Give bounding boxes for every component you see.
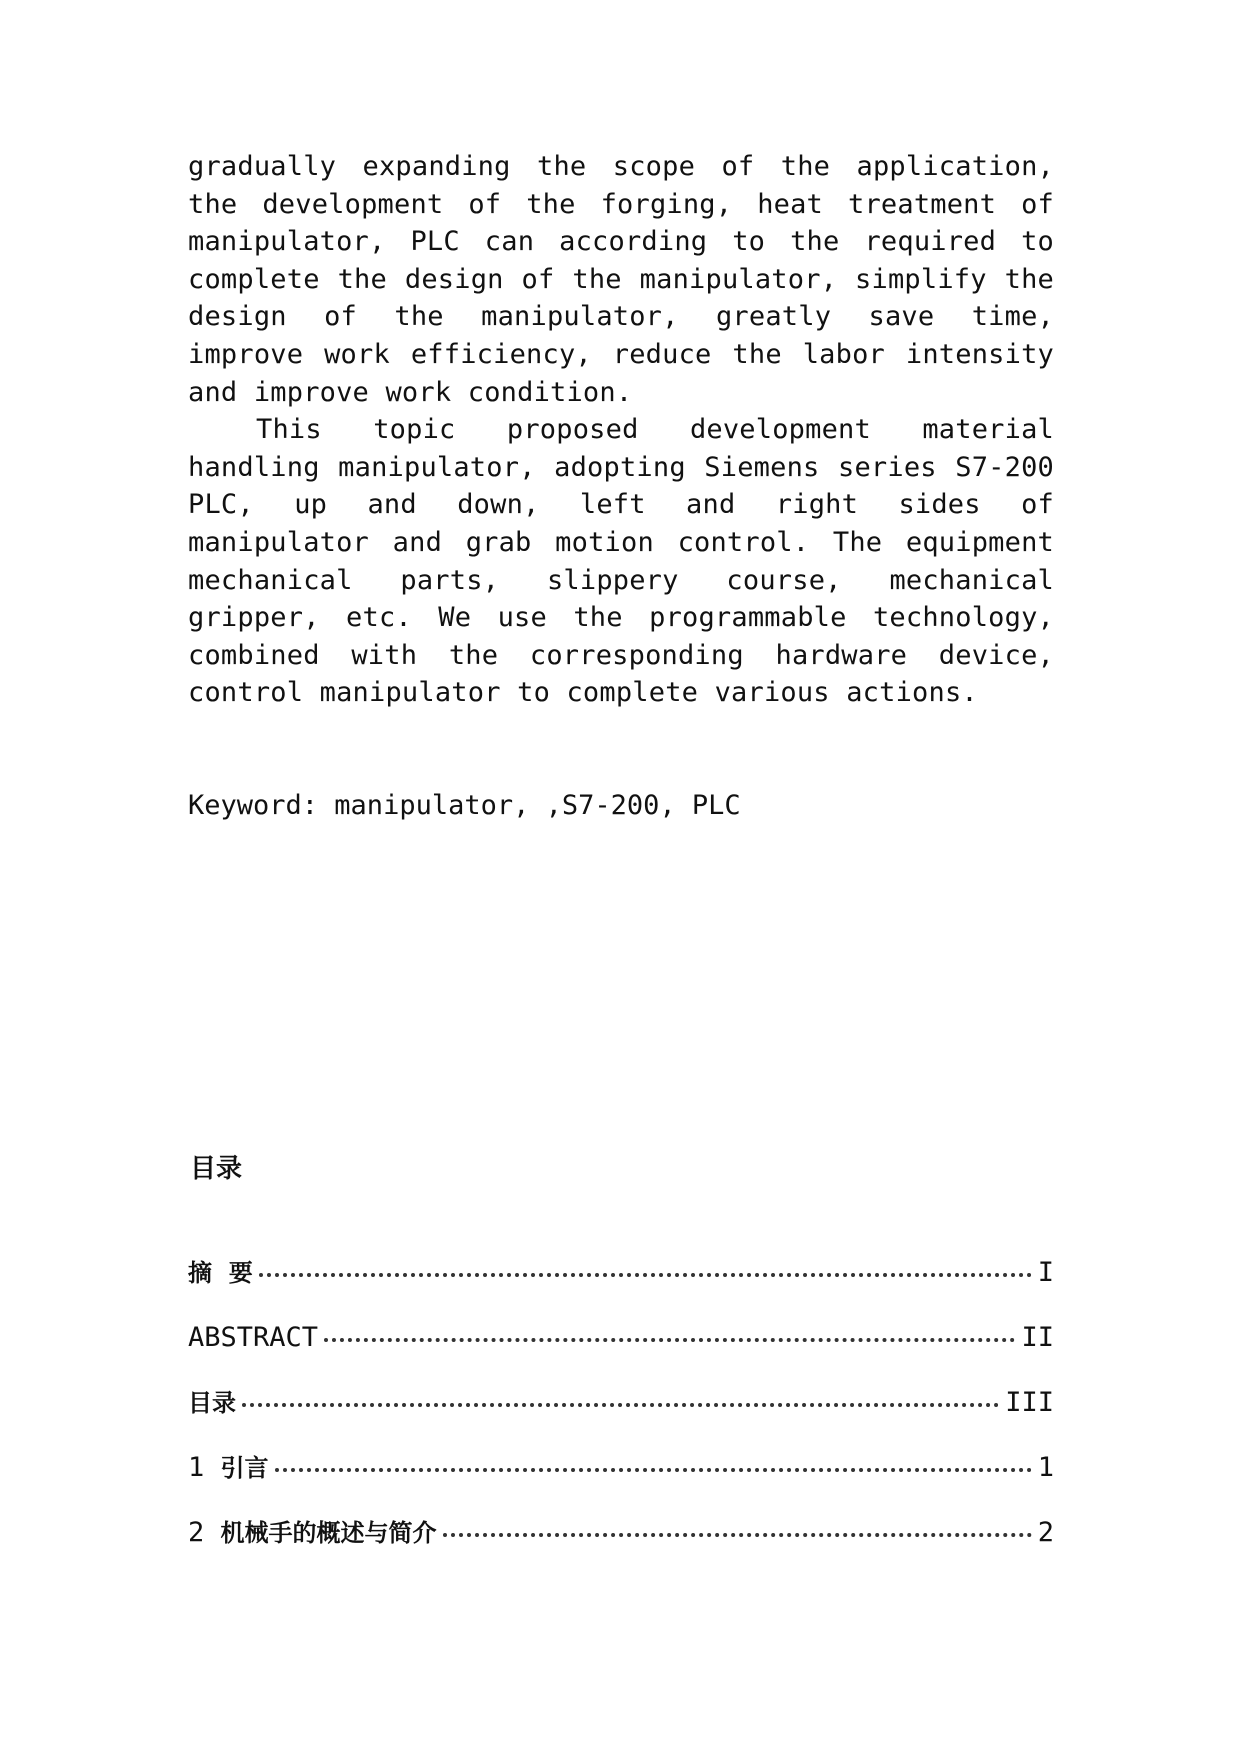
abstract-body	[188, 148, 1054, 712]
toc-entry-introduction[interactable]	[188, 1450, 1054, 1515]
toc-dot-leader	[259, 1273, 1032, 1277]
toc-entry-label: 2 机械手的概述与简介	[188, 1517, 437, 1548]
toc-entry-contents[interactable]	[188, 1385, 1054, 1450]
toc-entry-manipulator-overview[interactable]	[188, 1515, 1054, 1580]
toc-dot-leader	[242, 1403, 999, 1407]
toc-entry-page: II	[1021, 1322, 1054, 1353]
table-of-contents	[188, 1255, 1054, 1580]
toc-dot-leader	[275, 1468, 1032, 1472]
toc-entry-page: 2	[1037, 1517, 1054, 1548]
keywords-line: Keyword: manipulator, ,S7-200, PLC	[188, 790, 741, 821]
toc-entry-abstract-en[interactable]	[188, 1320, 1054, 1385]
toc-entry-label: 摘 要	[188, 1259, 253, 1287]
toc-entry-page: I	[1037, 1257, 1054, 1288]
toc-entry-label: 1 引言	[188, 1452, 269, 1483]
toc-dot-leader	[324, 1338, 1015, 1342]
toc-entry-abstract-cn[interactable]	[188, 1255, 1054, 1320]
abstract-paragraph-2: This topic proposed development material handling manipulator, adopting Siemens series S7-200 PLC, up and down, left and right sides of manipulator and grab motion control. The equipment mechanical parts, slippery course, mechanical gripper, etc. We use the programmable technology, combined with the corresponding hardware device, control manipulator to complete various actions.	[188, 414, 1054, 709]
toc-entry-label: ABSTRACT	[188, 1322, 319, 1353]
toc-entry-page: III	[1005, 1387, 1054, 1418]
toc-entry-label: 目录	[188, 1389, 236, 1417]
toc-title: 目录	[190, 1154, 243, 1184]
abstract-paragraph-1: gradually expanding the scope of the application, the development of the forging, heat treatment of manipulator, PLC can according to the required to complete the design of the manipulator, simplify the design of the manipulator, greatly save time, improve work efficiency, reduce the labor intensity and improve work condition.	[188, 151, 1054, 408]
toc-entry-page: 1	[1037, 1452, 1054, 1483]
toc-dot-leader	[443, 1533, 1032, 1537]
